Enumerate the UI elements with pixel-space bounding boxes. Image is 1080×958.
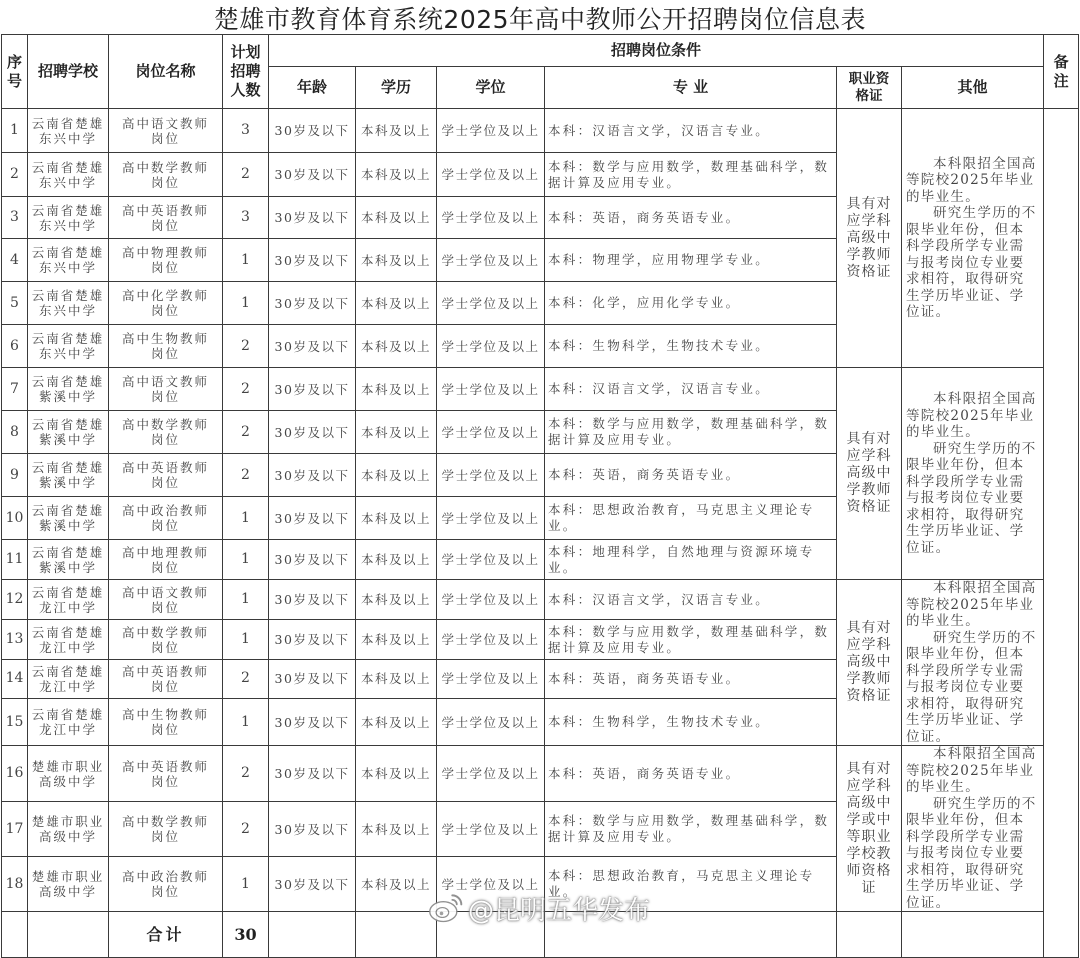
- cell-position: 高中生物教师岗位: [109, 325, 223, 368]
- cell-degree: 学士学位及以上: [437, 197, 545, 239]
- cell-major: 本科：数学与应用数学，数理基础科学，数据计算及应用专业。: [545, 620, 837, 659]
- cell-education: 本科及以上: [356, 368, 437, 411]
- cell-degree: 学士学位及以上: [437, 411, 545, 454]
- cell-age: 30岁及以下: [269, 109, 356, 153]
- cell-education: 本科及以上: [356, 620, 437, 659]
- cell-count: 3: [223, 109, 269, 153]
- cell-education: 本科及以上: [356, 746, 437, 802]
- cell-education: 本科及以上: [356, 282, 437, 325]
- header-other: 其他: [902, 67, 1044, 109]
- cell-education: 本科及以上: [356, 580, 437, 620]
- table-row: [2, 580, 1079, 620]
- cell-seq: 16: [2, 746, 28, 802]
- cell-school: 楚雄市职业高级中学: [28, 857, 109, 912]
- recruitment-table: [1, 34, 1079, 958]
- cell-remarks: [1044, 109, 1079, 958]
- cell-count: 2: [223, 325, 269, 368]
- other-paragraph-2: 研究生学历的不限毕业年份，但本科学段所学专业需与报考岗位专业要求相符，取得研究生学历毕业证、学位证。: [906, 205, 1037, 320]
- cell-age: 30岁及以下: [269, 580, 356, 620]
- cell-seq: 9: [2, 454, 28, 497]
- cell-count: 1: [223, 239, 269, 282]
- cell-count: 2: [223, 153, 269, 197]
- cell-degree: 学士学位及以上: [437, 454, 545, 497]
- cell-degree: 学士学位及以上: [437, 282, 545, 325]
- cell-count: 2: [223, 411, 269, 454]
- cell-count: 1: [223, 497, 269, 540]
- header-remarks: 备注: [1044, 35, 1079, 109]
- cell-other: [902, 746, 1044, 912]
- cell-major: 本科：数学与应用数学，数理基础科学，数据计算及应用专业。: [545, 153, 837, 197]
- cell-position: 高中数学教师岗位: [109, 411, 223, 454]
- cell-count: 1: [223, 857, 269, 912]
- cell-position: 高中语文教师岗位: [109, 109, 223, 153]
- cell-count: 2: [223, 802, 269, 857]
- cell-degree: 学士学位及以上: [437, 540, 545, 580]
- cell-seq: 3: [2, 197, 28, 239]
- cell-seq: 11: [2, 540, 28, 580]
- cell-certificate: 具有对应学科高级中学教师资格证: [837, 109, 902, 368]
- cell-school: 云南省楚雄龙江中学: [28, 699, 109, 746]
- cell-school: 云南省楚雄龙江中学: [28, 659, 109, 698]
- page-title: 楚雄市教育体育系统2025年高中教师公开招聘岗位信息表: [213, 5, 867, 34]
- cell-school: 云南省楚雄龙江中学: [28, 620, 109, 659]
- cell-school: 云南省楚雄龙江中学: [28, 580, 109, 620]
- cell-major: 本科：生物科学，生物技术专业。: [545, 699, 837, 746]
- cell-position: 高中语文教师岗位: [109, 580, 223, 620]
- cell-seq: 2: [2, 153, 28, 197]
- total-empty-certificate: [837, 912, 902, 958]
- cell-position: 高中数学教师岗位: [109, 802, 223, 857]
- cell-seq: 5: [2, 282, 28, 325]
- cell-school: 云南省楚雄东兴中学: [28, 109, 109, 153]
- cell-age: 30岁及以下: [269, 282, 356, 325]
- cell-school: 云南省楚雄紫溪中学: [28, 497, 109, 540]
- cell-position: 高中英语教师岗位: [109, 197, 223, 239]
- cell-seq: 14: [2, 659, 28, 698]
- cell-age: 30岁及以下: [269, 153, 356, 197]
- cell-seq: 13: [2, 620, 28, 659]
- cell-age: 30岁及以下: [269, 325, 356, 368]
- cell-position: 高中语文教师岗位: [109, 368, 223, 411]
- cell-education: 本科及以上: [356, 497, 437, 540]
- cell-major: 本科：汉语言文学，汉语言专业。: [545, 109, 837, 153]
- table-row: [2, 746, 1079, 802]
- cell-age: 30岁及以下: [269, 659, 356, 698]
- cell-major: 本科：英语，商务英语专业。: [545, 746, 837, 802]
- cell-school: 云南省楚雄东兴中学: [28, 153, 109, 197]
- cell-age: 30岁及以下: [269, 857, 356, 912]
- cell-position: 高中数学教师岗位: [109, 620, 223, 659]
- other-paragraph-2: 研究生学历的不限毕业年份，但本科学段所学专业需与报考岗位专业要求相符，取得研究生学历毕业证、学位证。: [906, 795, 1037, 911]
- other-paragraph-2: 研究生学历的不限毕业年份，但本科学段所学专业需与报考岗位专业要求相符，取得研究生学历毕业证、学位证。: [906, 629, 1037, 745]
- cell-education: 本科及以上: [356, 325, 437, 368]
- cell-degree: 学士学位及以上: [437, 746, 545, 802]
- cell-degree: 学士学位及以上: [437, 325, 545, 368]
- cell-position: 高中数学教师岗位: [109, 153, 223, 197]
- cell-count: 2: [223, 454, 269, 497]
- header-education: 学历: [356, 67, 437, 109]
- cell-education: 本科及以上: [356, 454, 437, 497]
- cell-age: 30岁及以下: [269, 699, 356, 746]
- cell-age: 30岁及以下: [269, 540, 356, 580]
- cell-seq: 12: [2, 580, 28, 620]
- total-empty-age: [269, 912, 356, 958]
- cell-school: 楚雄市职业高级中学: [28, 746, 109, 802]
- total-empty-seq: [2, 912, 28, 958]
- cell-other: [902, 109, 1044, 368]
- cell-major: 本科：思想政治教育，马克思主义理论专业。: [545, 497, 837, 540]
- cell-count: 2: [223, 368, 269, 411]
- cell-education: 本科及以上: [356, 857, 437, 912]
- cell-education: 本科及以上: [356, 239, 437, 282]
- cell-school: 云南省楚雄东兴中学: [28, 282, 109, 325]
- cell-major: 本科：英语，商务英语专业。: [545, 197, 837, 239]
- header-position: 岗位名称: [109, 35, 223, 109]
- cell-position: 高中地理教师岗位: [109, 540, 223, 580]
- cell-school: 云南省楚雄紫溪中学: [28, 540, 109, 580]
- cell-education: 本科及以上: [356, 411, 437, 454]
- cell-count: 1: [223, 282, 269, 325]
- cell-degree: 学士学位及以上: [437, 699, 545, 746]
- total-count: 30: [223, 912, 269, 958]
- cell-degree: 学士学位及以上: [437, 368, 545, 411]
- cell-seq: 10: [2, 497, 28, 540]
- total-empty-education: [356, 912, 437, 958]
- cell-school: 云南省楚雄东兴中学: [28, 197, 109, 239]
- cell-degree: 学士学位及以上: [437, 620, 545, 659]
- cell-major: 本科：物理学，应用物理学专业。: [545, 239, 837, 282]
- total-label: 合计: [109, 912, 223, 958]
- cell-education: 本科及以上: [356, 153, 437, 197]
- cell-other: [902, 580, 1044, 746]
- other-paragraph-1: 本科限招全国高等院校2025年毕业的毕业生。: [906, 391, 1037, 440]
- cell-seq: 6: [2, 325, 28, 368]
- cell-age: 30岁及以下: [269, 368, 356, 411]
- watermark: [428, 888, 650, 928]
- cell-major: 本科：化学，应用化学专业。: [545, 282, 837, 325]
- cell-education: 本科及以上: [356, 197, 437, 239]
- cell-major: 本科：英语，商务英语专业。: [545, 454, 837, 497]
- cell-position: 高中英语教师岗位: [109, 746, 223, 802]
- cell-degree: 学士学位及以上: [437, 153, 545, 197]
- cell-school: 云南省楚雄紫溪中学: [28, 454, 109, 497]
- cell-seq: 8: [2, 411, 28, 454]
- cell-seq: 1: [2, 109, 28, 153]
- cell-age: 30岁及以下: [269, 497, 356, 540]
- cell-degree: 学士学位及以上: [437, 497, 545, 540]
- cell-count: 2: [223, 659, 269, 698]
- cell-other: [902, 368, 1044, 580]
- cell-count: 1: [223, 699, 269, 746]
- cell-education: 本科及以上: [356, 699, 437, 746]
- cell-education: 本科及以上: [356, 802, 437, 857]
- cell-seq: 17: [2, 802, 28, 857]
- header-conditions: 招聘岗位条件: [269, 35, 1044, 67]
- cell-degree: 学士学位及以上: [437, 239, 545, 282]
- other-paragraph-1: 本科限招全国高等院校2025年毕业的毕业生。: [906, 580, 1037, 629]
- cell-age: 30岁及以下: [269, 411, 356, 454]
- total-empty-school: [28, 912, 109, 958]
- cell-major: 本科：英语，商务英语专业。: [545, 659, 837, 698]
- table-row: [2, 368, 1079, 411]
- cell-age: 30岁及以下: [269, 454, 356, 497]
- cell-position: 高中政治教师岗位: [109, 497, 223, 540]
- cell-age: 30岁及以下: [269, 802, 356, 857]
- other-paragraph-1: 本科限招全国高等院校2025年毕业的毕业生。: [906, 746, 1037, 795]
- cell-school: 云南省楚雄紫溪中学: [28, 411, 109, 454]
- cell-education: 本科及以上: [356, 109, 437, 153]
- cell-age: 30岁及以下: [269, 239, 356, 282]
- cell-seq: 4: [2, 239, 28, 282]
- cell-seq: 15: [2, 699, 28, 746]
- cell-major: 本科：汉语言文学，汉语言专业。: [545, 580, 837, 620]
- cell-degree: 学士学位及以上: [437, 659, 545, 698]
- cell-major: 本科：思想政治教育，马克思主义理论专业。: [545, 857, 837, 912]
- table-row: [2, 109, 1079, 153]
- cell-position: 高中英语教师岗位: [109, 454, 223, 497]
- cell-position: 高中生物教师岗位: [109, 699, 223, 746]
- cell-education: 本科及以上: [356, 659, 437, 698]
- header-school: 招聘学校: [28, 35, 109, 109]
- header-plan-count: 计划招聘人数: [223, 35, 269, 109]
- header-degree: 学位: [437, 67, 545, 109]
- cell-age: 30岁及以下: [269, 746, 356, 802]
- cell-seq: 18: [2, 857, 28, 912]
- cell-seq: 7: [2, 368, 28, 411]
- cell-count: 2: [223, 746, 269, 802]
- cell-age: 30岁及以下: [269, 197, 356, 239]
- cell-school: 云南省楚雄紫溪中学: [28, 368, 109, 411]
- header-certificate: 职业资格证: [837, 67, 902, 109]
- cell-position: 高中政治教师岗位: [109, 857, 223, 912]
- cell-degree: 学士学位及以上: [437, 857, 545, 912]
- cell-degree: 学士学位及以上: [437, 580, 545, 620]
- cell-school: 云南省楚雄东兴中学: [28, 325, 109, 368]
- total-empty-other: [902, 912, 1044, 958]
- header-age: 年龄: [269, 67, 356, 109]
- cell-certificate: 具有对应学科高级中学或中等职业学校教师资格证: [837, 746, 902, 912]
- cell-certificate: 具有对应学科高级中学教师资格证: [837, 368, 902, 580]
- cell-count: 1: [223, 580, 269, 620]
- cell-degree: 学士学位及以上: [437, 802, 545, 857]
- cell-age: 30岁及以下: [269, 620, 356, 659]
- cell-position: 高中英语教师岗位: [109, 659, 223, 698]
- cell-education: 本科及以上: [356, 540, 437, 580]
- cell-certificate: 具有对应学科高级中学教师资格证: [837, 580, 902, 746]
- header-major: 专 业: [545, 67, 837, 109]
- cell-degree: 学士学位及以上: [437, 109, 545, 153]
- cell-school: 楚雄市职业高级中学: [28, 802, 109, 857]
- cell-count: 1: [223, 540, 269, 580]
- cell-major: 本科：生物科学，生物技术专业。: [545, 325, 837, 368]
- weibo-icon: [428, 891, 464, 925]
- other-paragraph-2: 研究生学历的不限毕业年份，但本科学段所学专业需与报考岗位专业要求相符，取得研究生学历毕业证、学位证。: [906, 440, 1037, 556]
- other-paragraph-1: 本科限招全国高等院校2025年毕业的毕业生。: [906, 155, 1037, 205]
- cell-school: 云南省楚雄东兴中学: [28, 239, 109, 282]
- header-seq: 序号: [2, 35, 28, 109]
- watermark-text: @昆明五华发布: [468, 895, 651, 926]
- cell-position: 高中物理教师岗位: [109, 239, 223, 282]
- cell-major: 本科：地理科学，自然地理与资源环境专业。: [545, 540, 837, 580]
- cell-count: 3: [223, 197, 269, 239]
- cell-major: 本科：数学与应用数学，数理基础科学，数据计算及应用专业。: [545, 802, 837, 857]
- cell-major: 本科：数学与应用数学，数理基础科学，数据计算及应用专业。: [545, 411, 837, 454]
- cell-major: 本科：汉语言文学，汉语言专业。: [545, 368, 837, 411]
- cell-count: 1: [223, 620, 269, 659]
- cell-position: 高中化学教师岗位: [109, 282, 223, 325]
